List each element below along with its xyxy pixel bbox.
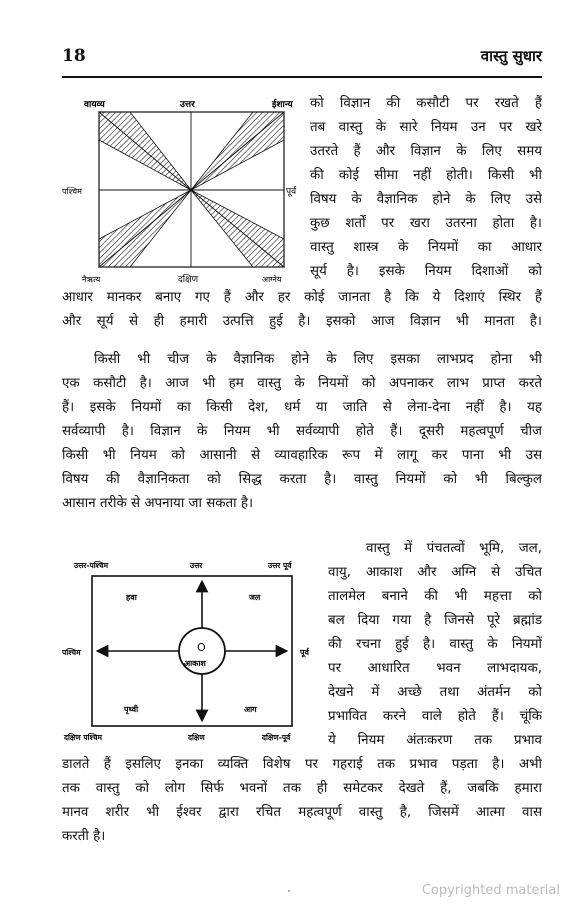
- text-line: तब वास्तु के सारे नियम उन पर खरे: [310, 120, 542, 135]
- paragraph-2: [62, 348, 542, 516]
- page-header: [62, 46, 542, 72]
- text-line: को विज्ञान की कसौटी पर रखते हैं: [310, 96, 542, 111]
- text-line: विषय के वैज्ञानिक होने के लिए उसे: [310, 192, 542, 207]
- label-ne: ईशान्य: [272, 100, 293, 110]
- header-rule: [62, 76, 542, 78]
- paragraph-1-full: [62, 286, 542, 334]
- text-line: करती है।: [62, 829, 106, 844]
- label-sw: नैऋत्य: [82, 275, 101, 284]
- text-line: ये नियम अंतःकरण तक प्रभाव: [328, 733, 542, 748]
- text-line: विषय की वैज्ञानिकता को सिद्ध करता है। वास्तु नियमों को भी बिल्कुल: [62, 472, 542, 487]
- label-n: उत्तर: [190, 561, 203, 570]
- text-line: की कोई सीमा नहीं होती। किसी भी: [310, 168, 542, 183]
- text-line: किसी भी नियम को आसानी से व्यावहारिक रूप में लागू कर पाना भी उस: [62, 448, 542, 463]
- text-line: सूर्य है। इसके नियम दिशाओं को: [310, 264, 542, 279]
- text-line: तालमेल बनाने की भी महत्ता को: [328, 589, 542, 604]
- text-line: वास्तु शास्त्र के नियमों का आधार: [310, 240, 542, 255]
- text-line: कुछ शर्तों पर खरा उतरना होता है।: [310, 216, 542, 231]
- paragraph-1-wrap: [310, 92, 542, 284]
- directions-diagram: [62, 92, 308, 288]
- label-s: दक्षिण: [188, 733, 205, 742]
- text-line: हैं। इसके नियमों का किसी देश, धर्म या जाति से लेना-देना नहीं है। यह: [62, 400, 542, 415]
- text-line: तक वास्तु को लोग सिर्फ भवनों तक ही समेटकर देखते हैं, जबकि हमारा: [62, 781, 542, 796]
- label-fire: आग: [244, 705, 257, 714]
- label-sw: दक्षिण पश्चिम: [64, 733, 102, 742]
- five-elements-diagram-svg: [62, 556, 324, 746]
- scan-dot: [288, 890, 290, 892]
- text-line: उतरते हैं और विज्ञान के लिए समय: [310, 144, 542, 159]
- label-e: पूर्व: [286, 187, 297, 197]
- label-nw: उत्तर-पश्चिम: [74, 561, 109, 570]
- five-elements-diagram: [62, 556, 324, 746]
- text-line: देखने में अच्छे तथा अंतर्मन को: [328, 685, 542, 700]
- text-line: वास्तु में पंचतत्वों भूमि, जल,: [366, 541, 542, 556]
- paragraph-3-full: [62, 753, 542, 849]
- label-nw: वायव्य: [84, 100, 105, 110]
- label-space: आकाश: [184, 659, 206, 668]
- paragraph-3-wrap: [328, 537, 542, 753]
- label-se: आग्नेय: [262, 275, 282, 284]
- directions-diagram-svg: [62, 92, 308, 288]
- text-line: मानव शरीर भी ईश्वर द्वारा रचित महत्वपूर्ण वास्तु है, जिसमें आत्मा वास: [62, 805, 542, 820]
- text-line: वायु, आकाश और अग्नि से उचित: [328, 565, 542, 580]
- text-line: आधार मानकर बनाए गए हैं और हर कोई जानता है कि ये दिशाएं स्थिर हैं: [62, 290, 542, 305]
- label-earth: पृथ्वी: [124, 705, 139, 714]
- copyright-watermark: Copyrighted material: [421, 883, 560, 898]
- label-air: हवा: [126, 593, 137, 602]
- text-line: पर आधारित भवन लाभदायक,: [328, 661, 542, 676]
- page-number: 18: [62, 46, 86, 66]
- text-line: आसान तरीके से अपनाया जा सकता है।: [62, 496, 254, 511]
- text-line: और सूर्य से ही हमारी उत्पत्ति हुई है। इसको आज विज्ञान भी मानता है।: [62, 314, 542, 329]
- center-symbol: O: [197, 641, 206, 654]
- label-se: दक्षिण-पूर्व: [262, 733, 291, 742]
- text-line: प्रभावित करने वाले होते हैं। चूंकि: [328, 709, 542, 724]
- text-line: डालते हैं इसलिए इनका व्यक्ति विशेष पर गहराई तक प्रभाव पड़ता है। अभी: [62, 757, 542, 772]
- text-line: की रचना हुई है। वास्तु के नियमों: [328, 637, 542, 652]
- book-title: वास्तु सुधार: [480, 47, 542, 65]
- text-line: किसी भी चीज के वैज्ञानिक होने के लिए इसका लाभप्रद होना भी: [94, 352, 542, 367]
- text-line: एक कसौटी है। आज भी हम वास्तु के नियमों को अपनाकर लाभ प्राप्त करते: [62, 376, 542, 391]
- label-s: दक्षिण: [178, 275, 199, 285]
- text-line: सर्वव्यापी है। विज्ञान के नियम भी सर्वव्यापी होते हैं। दूसरी महत्वपूर्ण चीज: [62, 424, 542, 439]
- label-w: पश्चिम: [62, 648, 81, 657]
- label-n: उत्तर: [180, 100, 195, 110]
- label-ne: उत्तर पूर्व: [268, 561, 292, 570]
- label-w: पश्चिम: [62, 187, 82, 196]
- label-e: पूर्व: [300, 648, 309, 657]
- label-water: जल: [249, 593, 261, 602]
- text-line: बल दिया गया है जिनसे पूरे ब्रह्मांड: [328, 613, 542, 628]
